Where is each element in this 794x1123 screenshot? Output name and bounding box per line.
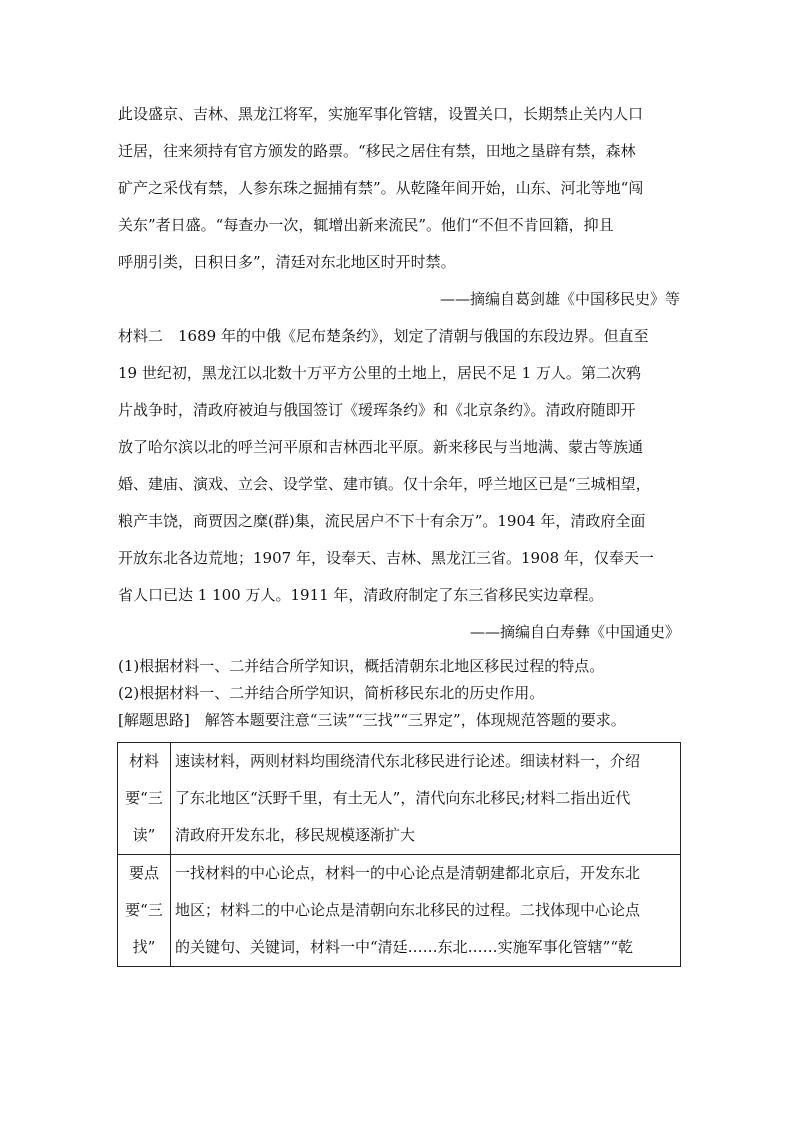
content-line: 速读材料，两则材料均围绕清代东北移民进行论述。细读材料一，介绍 [175,752,641,770]
text-line: 粮产丰饶，商贾因之糜(群)集，流民居户不下十有余万”。1904 年，清政府全面 [118,512,646,530]
text-line: 省人口已达 1 100 万人。1911 年，清政府制定了东三省移民实边章程。 [118,586,604,604]
label-line: 材料 [128,752,159,770]
label-line: 找” [132,938,156,956]
text-line: 19 世纪初，黑龙江以北数十万平方公里的土地上，居民不足 1 万人。第二次鸦 [118,364,641,382]
material-two-source: ——摘编自白寿彝《中国通史》 [469,623,680,641]
content-line: 清政府开发东北，移民规模逐渐扩大 [175,826,416,844]
table-row [118,855,681,967]
label-line: 要点 [128,864,159,882]
content-line: 地区；材料二的中心论点是清朝向东北移民的过程。二找体现中心论点 [175,901,641,919]
material-two [118,318,680,614]
text-line: 矿产之采伐有禁，人参东珠之掘捕有禁”。从乾隆年间开始，山东、河北等地“闯 [118,179,644,197]
analysis-table [117,742,681,967]
label-line: 要“三 [125,789,163,807]
text-line: 此设盛京、吉林、黑龙江将军，实施军事化管辖，设置关口，长期禁止关内人口 [118,105,644,123]
content-line: 一找材料的中心论点，材料一的中心论点是清朝建都北京后，开发东北 [175,864,641,882]
row-content [171,743,681,855]
document-page [118,96,680,967]
text-line: 开放东北各边荒地；1907 年，设奉天、吉林、黑龙江三省。1908 年，仅奉天一 [118,549,654,567]
row-label [118,743,171,855]
text-line: 放了哈尔滨以北的呼兰河平原和吉林西北平原。新来移民与当地满、蒙古等族通 [118,438,644,456]
row-label [118,855,171,967]
table-row [118,743,681,855]
solution-approach: [解题思路] 解答本题要注意“三读”“三找”“三界定”，体现规范答题的要求。 [118,711,626,729]
text-line: 呼朋引类，日积日多”，清廷对东北地区时开时禁。 [118,253,456,271]
label-line: 读” [132,826,156,844]
material-one-continued [118,96,680,281]
text-line: 材料二 1689 年的中俄《尼布楚条约》，划定了清朝与俄国的东段边界。但直至 [118,327,649,345]
label-line: 要“三 [125,901,163,919]
text-line: 婚、建庙、演戏、立会、设学堂、建市镇。仅十余年，呼兰地区已是“三城相望， [118,475,651,493]
question-two: (2)根据材料一、二并结合所学知识，简析移民东北的历史作用。 [118,684,545,702]
text-line: 片战争时，清政府被迫与俄国签订《瑷珲条约》和《北京条约》。清政府随即开 [118,401,636,419]
content-line: 了东北地区“沃野千里，有土无人”，清代向东北移民;材料二指出近代 [175,789,631,807]
text-line: 迁居，往来须持有官方颁发的路票。“移民之居住有禁，田地之垦辟有禁，森林 [118,142,636,160]
text-line: 关东”者日盛。“每查办一次，辄增出新来流民”。他们“不但不肯回籍，抑且 [118,216,614,234]
content-line: 的关键句、关键词，材料一中“清廷……东北……实施军事化管辖”“乾 [175,938,634,956]
question-one: (1)根据材料一、二并结合所学知识，概括清朝东北地区移民过程的特点。 [118,657,605,675]
row-content [171,855,681,967]
material-one-source: ——摘编自葛剑雄《中国移民史》等 [439,290,680,308]
